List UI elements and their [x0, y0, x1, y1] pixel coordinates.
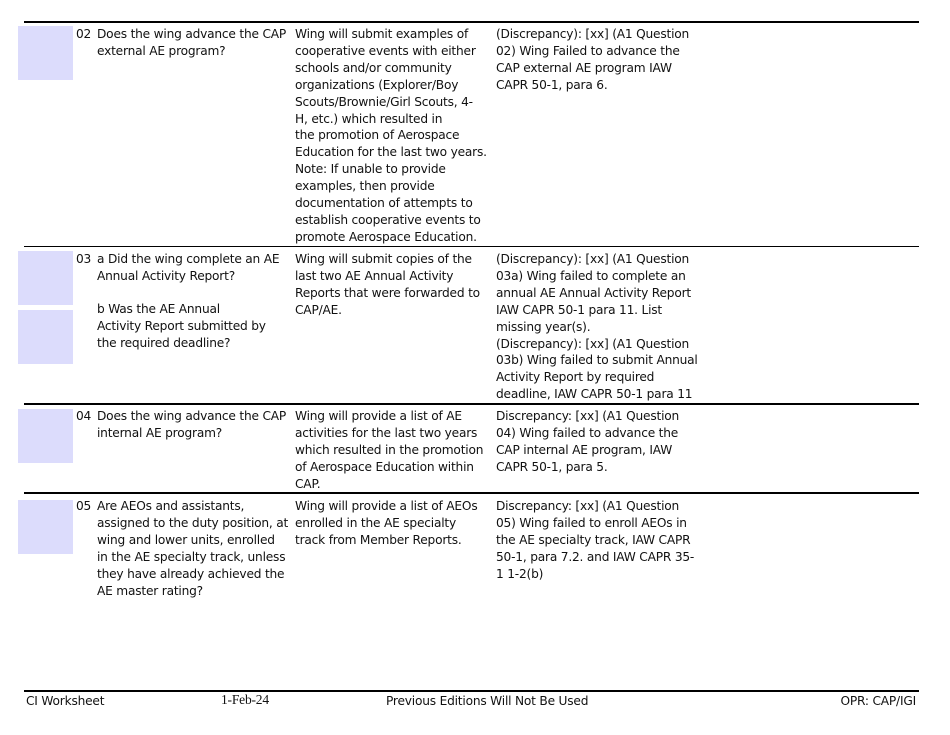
question-number: 02	[76, 27, 92, 41]
footer-form-name: CI Worksheet	[26, 694, 105, 708]
row-divider	[24, 246, 919, 247]
response-box-05[interactable]	[18, 500, 73, 554]
response-box-03b[interactable]	[18, 310, 73, 364]
question-text: Does the wing advance the CAP internal AE program?	[97, 409, 287, 440]
footer-rule	[24, 690, 919, 692]
row-divider	[24, 403, 919, 405]
question-text-a: a Did the wing complete an AE Annual Activity Report?	[97, 252, 280, 283]
evidence-text: Wing will provide a list of AEOs enrolled in the AE specialty track from Member Reports.	[295, 499, 478, 547]
question-number: 05	[76, 499, 92, 513]
evidence-text: Wing will submit examples of cooperative events with either schools and/or community organizations (Explorer/Boy Scouts/Brownie/Girl Scouts, 4- H, etc.) which resulted in the promotion of Aerospace Education for the last two years. Note: If unable to provide examples, then provide documentation of attempts to establish cooperative events to promote Aerospace Education.	[295, 27, 487, 244]
question-text: Does the wing advance the CAP external AE program?	[97, 27, 287, 58]
footer-date: 1-Feb-24	[221, 692, 269, 707]
response-box-02[interactable]	[18, 26, 73, 80]
top-rule	[24, 21, 919, 23]
discrepancy-text: Discrepancy: [xx] (A1 Question 04) Wing failed to advance the CAP internal AE program, IAW CAPR 50-1, para 5.	[496, 409, 680, 474]
discrepancy-text: Discrepancy: [xx] (A1 Question 05) Wing failed to enroll AEOs in the AE specialty track, IAW CAPR 50-1, para 7.2. and IAW CAPR 35- 1 1-2(b)	[496, 499, 695, 581]
evidence-text: Wing will submit copies of the last two AE Annual Activity Reports that were forwarded to CAP/AE.	[295, 252, 480, 317]
question-text: Are AEOs and assistants, assigned to the duty position, at wing and lower units, enrolled in the AE specialty track, unless they have already achieved the AE master rating?	[97, 499, 289, 598]
footer-opr: OPR: CAP/IGI	[840, 694, 916, 708]
response-box-04[interactable]	[18, 409, 73, 463]
discrepancy-text: (Discrepancy): [xx] (A1 Question 03a) Wing failed to complete an annual AE Annual Activity Report IAW CAPR 50-1 para 11. List missing year(s). (Discrepancy): [xx] (A1 Question 03b) Wing failed to submit Annual Activity Report by required deadline, IAW CAPR 50-1 para 11	[496, 252, 698, 402]
question-number: 03	[76, 252, 92, 266]
footer-editions-note: Previous Editions Will Not Be Used	[386, 694, 589, 708]
question-text-b: b Was the AE Annual Activity Report submitted by the required deadline?	[97, 302, 266, 350]
question-number: 04	[76, 409, 92, 423]
evidence-text: Wing will provide a list of AE activities for the last two years which resulted in the promotion of Aerospace Education within CAP.	[295, 409, 484, 491]
response-box-03a[interactable]	[18, 251, 73, 305]
discrepancy-text: (Discrepancy): [xx] (A1 Question 02) Wing Failed to advance the CAP external AE program IAW CAPR 50-1, para 6.	[496, 27, 690, 92]
